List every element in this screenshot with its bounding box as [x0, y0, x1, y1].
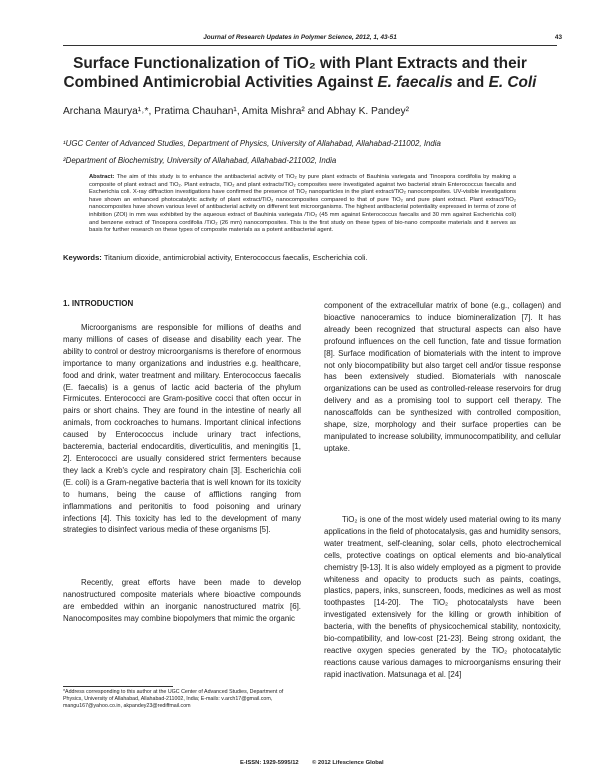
keywords-label: Keywords:	[63, 253, 102, 262]
title-line-2	[40, 73, 560, 92]
footnote-rule	[63, 686, 173, 687]
title-species-1: E. faecalis	[377, 74, 453, 91]
abstract	[89, 174, 516, 235]
issn: E-ISSN: 1929-5995/12	[240, 760, 299, 766]
keywords-text: Titanium dioxide, antimicrobial activity, Enterococcus faecalis, Escherichia coli.	[103, 253, 368, 262]
copyright: © 2012 Lifescience Global	[312, 760, 384, 766]
paper-title	[40, 54, 560, 92]
section-heading-introduction: 1. INTRODUCTION	[63, 299, 134, 308]
title-line-2-start: Combined Antimicrobial Activities Against	[63, 74, 378, 91]
intro-paragraph-2: Recently, great efforts have been made to develop nanostructured composite materials where bioactive compounds are embedded within an inorganic nanostructured matrix [6]. Nanocomposites may combine biopolymers that mimic the organic	[63, 578, 301, 623]
title-species-2: E. Coli	[488, 74, 537, 91]
affiliation-1: ¹UGC Center of Advanced Studies, Department of Physics, University of Allahabad, Allahabad-211002, India	[63, 139, 441, 148]
header-rule	[63, 45, 557, 46]
corresponding-author-footnote: *Address corresponding to this author at the UGC Center of Advanced Studies, Department of Physics, University of Allahabad, Allahabad-211002, India; E-mails: v.arch17@gmail.com, mangu167@yahoo.co.in, akpandey23@rediffmail.com	[63, 689, 284, 709]
title-line-1: Surface Functionalization of TiO₂ with Plant Extracts and their	[73, 55, 527, 72]
title-line-2-mid: and	[452, 74, 489, 91]
intro-paragraph-4: TiO₂ is one of the most widely used material owing to its many applications in the field of photocatalysis, gas and humidity sensors, water treatment, self-cleaning, solar cells, photo electrochemical cells, protective coatings on optical elements and bio-analytical chemistry [9-13]. It is also widely employed as a pigment to provide whiteness and opacity to products such as paints, coatings, plastics, papers, inks, sunscreen, foods, medicines as well as most toothpastes [14-20]. The TiO₂ photocatalysts have been investigated extensively for the killing or growth inhibition of bacteria, with the benefits of physicochemical stability, nontoxicity, bio-compatibility, and low-cost [21-23]. Being strong oxidant, the reactive oxygen species generated by the TiO₂ photocatalytic reactions cause various damages to microorganisms ensuring their rapid inactivation. Matsunaga et al. [24]	[324, 515, 561, 679]
author-list: Archana Maurya¹˒*, Pratima Chauhan¹, Amita Mishra² and Abhay K. Pandey²	[63, 106, 409, 117]
intro-paragraph-1: Microorganisms are responsible for millions of deaths and many millions of cases of disease and disability each year. The ability to control or destroy microorganisms is therefore of enormous importance to many organizations and industries e.g. healthcare, food and drink, water treatment and military. Enterococcus faecalis (E. faecalis) is a genus of lactic acid bacteria of the phylum Firmicutes. Enterococci are Gram-positive cocci that often occur in pairs or short chains. They are found in the intestine of nearly all animals, from cockroaches to humans. Important clinical infections caused by Enterococcus include urinary tract infections, bacteremia, bacterial endocarditis, diverticulitis, and meningitis [1, 2]. Enterococci are usually considered strict fermenters because they lack a Kreb's cycle and respiratory chain [3]. Escherichia coli (E. coli) is a Gram-negative bacteria that is well known for its toxicity to humans, being the cause of afflictions ranging from inflammations and peritonitis to food poisoning and urinary infections [4]. This toxicity has led to the development of many strategies to disinfect various media of these organisms [5].	[63, 323, 301, 535]
abstract-text: The aim of this study is to enhance the antibacterial activity of TiO₂ by pure plant extracts of Bauhinia variegata and Tinospora cordifolia by making a composite of plant extract and TiO₂. Plant extracts, TiO₂ and plant extracts/TiO₂ composites were investigated against two bacterial strain Enterococcus faecalis and Escherichia coli. X-ray diffraction investigations have confirmed the presence of TiO₂ nanoparticles in the plant extract/TiO₂ nanocomposites. UV-visible investigations have shown an enhanced photocatalytic activity of plant extract/TiO₂ nanocomposites compared to that of pure TiO₂ and pure plant extract. Plant extract/TiO₂ nanocomposites have shown various level of antibacterial activity on different test microorganisms. The highest antibacterial potentiality expressed in terms of zone of inhibition (ZOI) in mm was exhibited by the aqueous extract of Bauhinia variegata /TiO₂ (45 mm against Enterococcus faecalis and 30 mm against Escherichia coli) and benzene extract of Tinospora cordifolia /TiO₂ (26 mm) nanocomposites. This is the first study on these types of bio-nano composite materials and it serves as basis for further research on these types of composite materials as a potent antibacterial agent.	[89, 174, 516, 234]
intro-paragraph-3: component of the extracellular matrix of bone (e.g., collagen) and bioactive nanoceramics to induce biomineralization [7]. It has already been recognized that structural aspects can also have profound influences on the cell function, fate and tissue formation [8]. Surface modification of biomaterials with the intent to improve not only biocompatibility but also target cell and/or tissue response has been extensively studied. Biomaterials with nanoscale organizations can be used as controlled-release reservoirs for drug delivery and as a promising tool to support cell therapy. The nanoscaffolds can be synthesized with controlled composition, shape, size, morphology and their surface properties can be manipulated to increase solubility, immunocompatibility, and cellular uptake.	[324, 301, 561, 453]
affiliation-2: ²Department of Biochemistry, University of Allahabad, Allahabad-211002, India	[63, 156, 337, 165]
abstract-label: Abstract:	[89, 174, 115, 180]
keywords	[63, 253, 557, 262]
journal-header: Journal of Research Updates in Polymer Science, 2012, 1, 43-51	[203, 34, 397, 41]
page-number: 43	[554, 34, 562, 41]
